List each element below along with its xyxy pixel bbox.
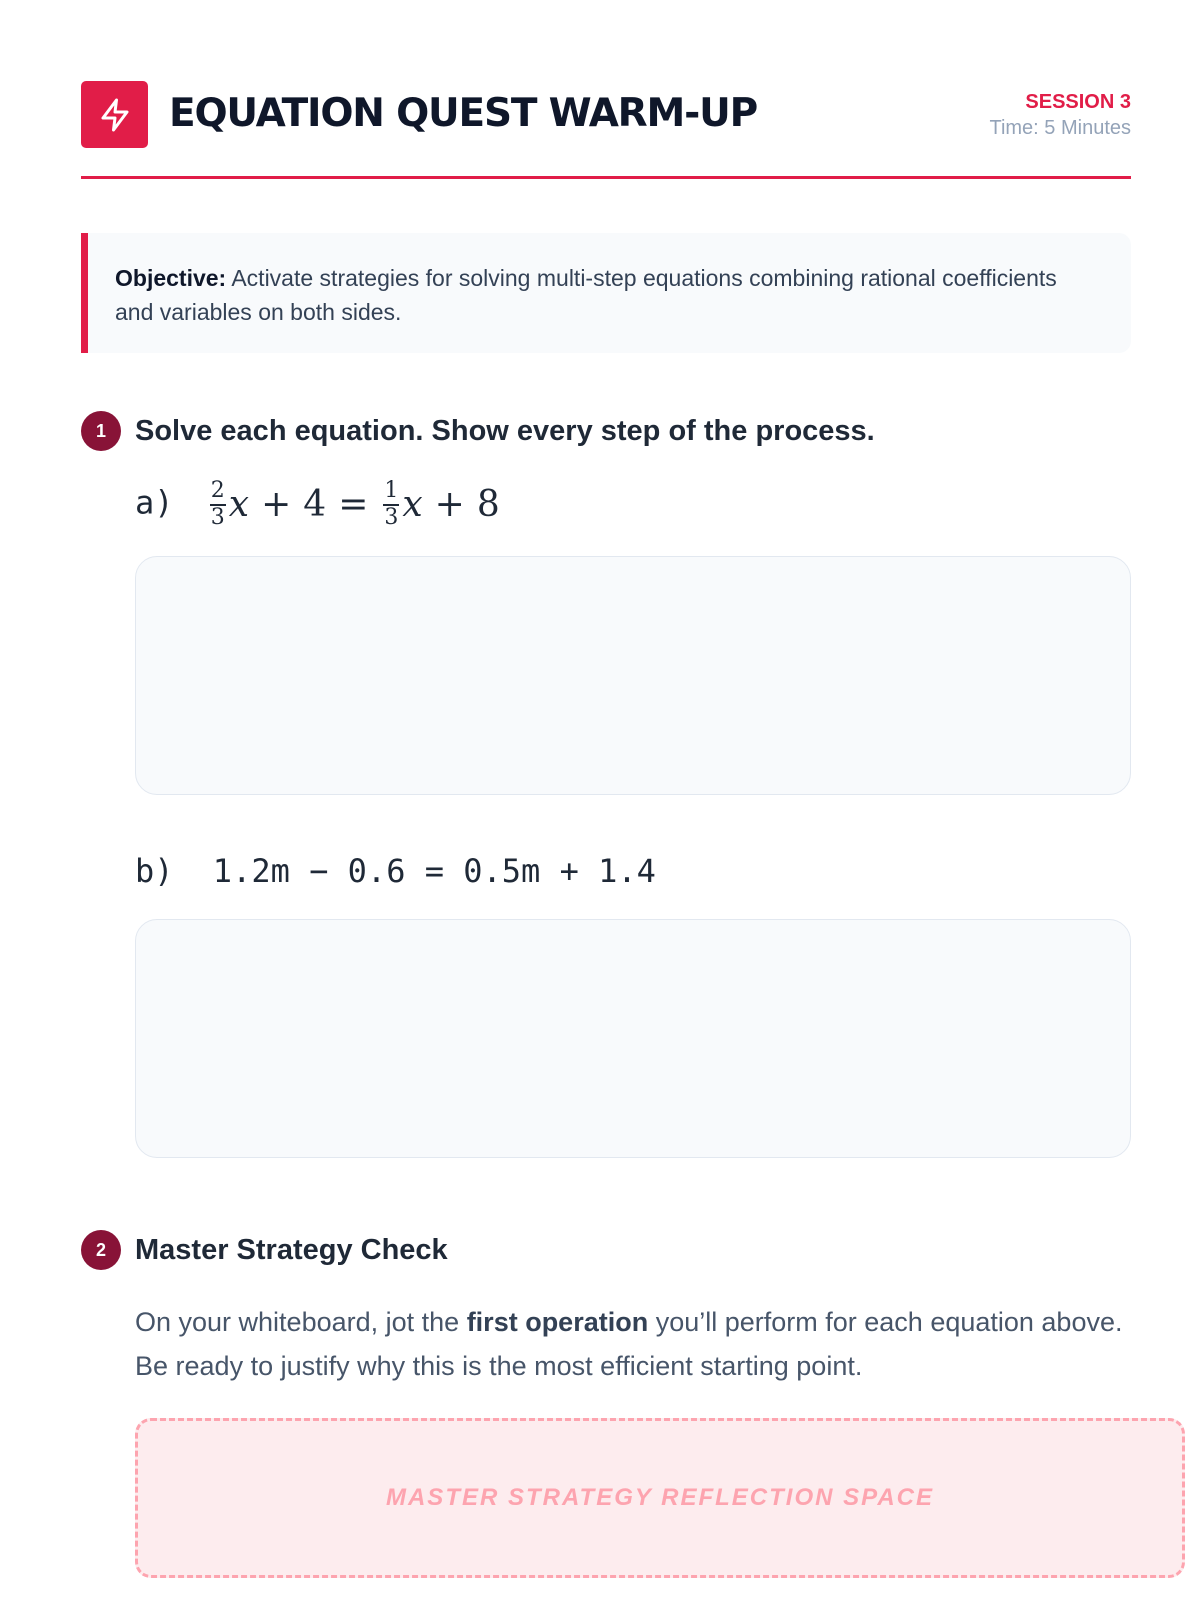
header — [81, 81, 1131, 179]
variable: x — [402, 484, 423, 525]
strategy-instructions — [135, 1300, 1135, 1388]
problem-b-label: b) — [135, 852, 174, 890]
plus-sign: + — [261, 484, 292, 525]
session-info — [989, 89, 1131, 141]
section-number-badge: 1 — [81, 411, 121, 451]
variable: x — [228, 484, 250, 525]
instructions-emphasis: first operation — [466, 1307, 649, 1337]
objective-text: Activate strategies for solving multi-step equations combining rational coefficients and variables on both sides. — [115, 265, 1057, 325]
page-title: EQUATION QUEST WARM-UP — [169, 91, 757, 136]
section-1-title: Solve each equation. Show every step of the process. — [135, 414, 875, 447]
work-area-a[interactable] — [135, 556, 1131, 795]
constant: 4 — [303, 484, 327, 525]
session-time: Time: 5 Minutes — [989, 117, 1131, 139]
fraction-denominator: 3 — [384, 505, 399, 530]
work-area-b[interactable] — [135, 919, 1131, 1158]
problem-a — [135, 480, 500, 529]
problem-b-equation: 1.2m − 0.6 = 0.5m + 1.4 — [212, 852, 656, 890]
constant: 8 — [476, 484, 500, 525]
fraction-numerator: 1 — [384, 478, 399, 503]
logo-badge — [81, 81, 148, 148]
problem-b — [135, 852, 656, 890]
fraction-two-thirds — [210, 480, 226, 529]
equals-sign: = — [338, 484, 369, 525]
reflection-placeholder: MASTER STRATEGY REFLECTION SPACE — [385, 1484, 935, 1511]
fraction-numerator: 2 — [210, 478, 225, 503]
problem-a-equation — [207, 480, 500, 529]
reflection-space[interactable] — [135, 1418, 1185, 1578]
objective-label: Objective: — [115, 265, 227, 291]
section-1-heading — [81, 411, 875, 451]
plus-sign: + — [434, 484, 465, 525]
problem-a-label: a) — [135, 483, 174, 522]
objective-callout — [81, 233, 1131, 353]
instructions-text: On your whiteboard, jot the — [135, 1307, 467, 1337]
session-label: SESSION 3 — [1025, 91, 1131, 113]
fraction-denominator: 3 — [210, 505, 225, 530]
instructions-text: you’ll perform for each equation above. Be ready to justify why this is the most efficient starting point. — [135, 1307, 1123, 1381]
lightning-bolt-icon — [97, 97, 133, 133]
fraction-one-third — [383, 480, 399, 529]
section-2-title: Master Strategy Check — [135, 1233, 448, 1266]
section-2-heading — [81, 1230, 448, 1270]
section-number-badge: 2 — [81, 1230, 121, 1270]
